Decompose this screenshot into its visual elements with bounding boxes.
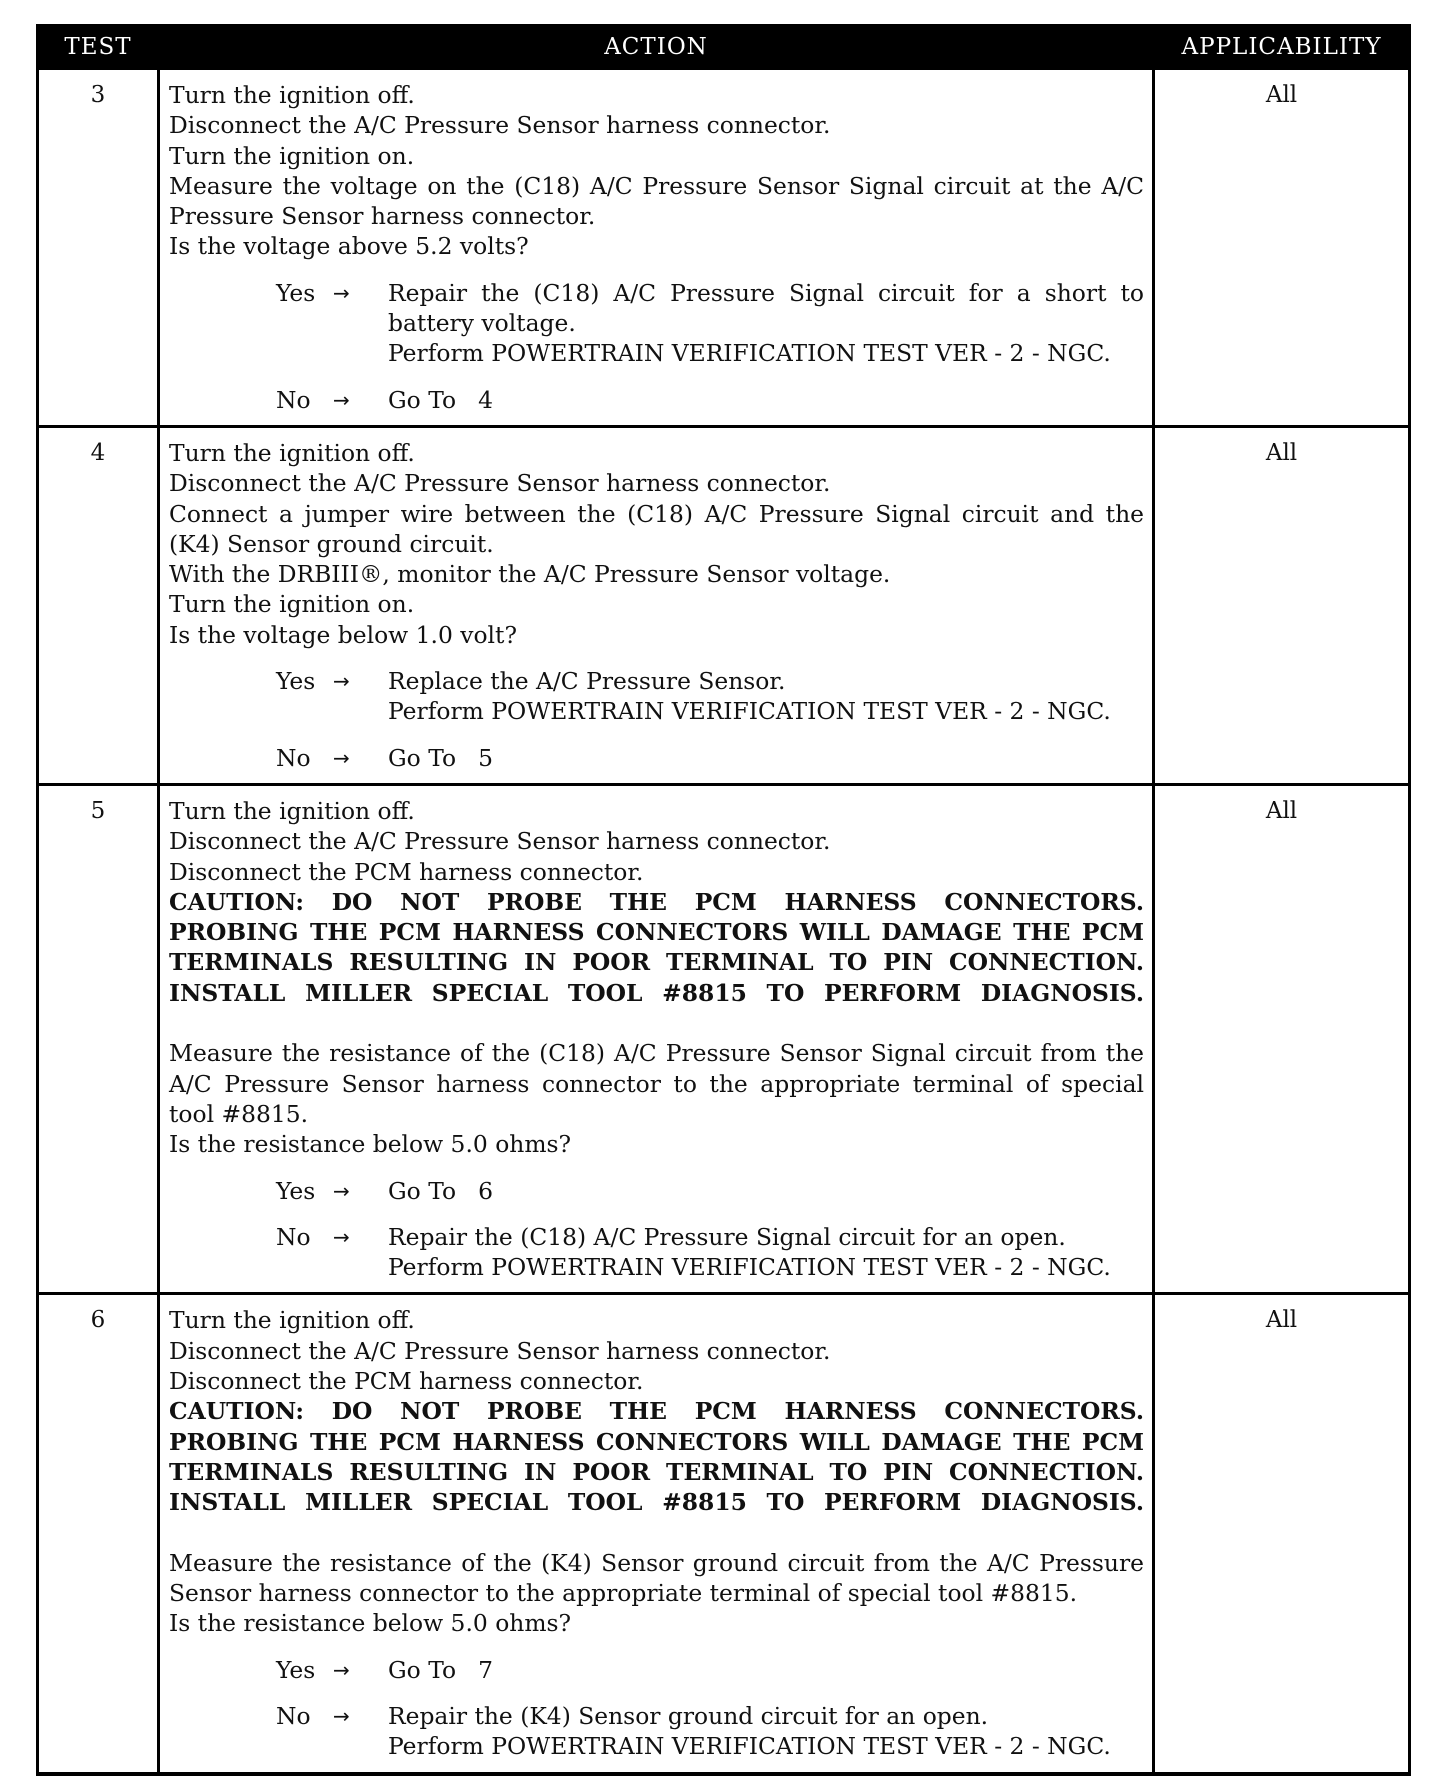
header-applicability: APPLICABILITY <box>1154 26 1410 69</box>
outcome-line: Repair the (C18) A/C Pressure Signal circuit for an open. <box>388 1222 1066 1251</box>
step-text: Turn the ignition off. <box>169 796 415 825</box>
outcome-line: Repair the (C18) A/C Pressure Signal circuit for a short to battery voltage. <box>388 278 1144 338</box>
step-text: With the DRBIII®, monitor the A/C Pressure Sensor voltage. <box>169 560 891 589</box>
outcome-text <box>388 1701 1144 1762</box>
no-label: No <box>276 1222 311 1251</box>
no-outcome <box>276 385 1144 415</box>
action-cell <box>159 426 1154 784</box>
right-arrow-icon: → <box>333 669 350 694</box>
applicability-cell: All <box>1154 69 1410 427</box>
applicability-cell: All <box>1154 426 1410 784</box>
answer-block <box>169 278 1144 415</box>
right-arrow-icon: → <box>333 1224 350 1249</box>
caution-warning: CAUTION: DO NOT PROBE THE PCM HARNESS CONNECTORS. PROBING THE PCM HARNESS CONNECTORS WILL DAMAGE THE PCM TERMINALS RESULTING IN POOR TERMINAL TO PIN CONNECTION. INSTALL MILLER SPECIAL TOOL #8815 TO PERFORM DIAGNOSIS. <box>169 887 1144 1007</box>
goto-text <box>388 1176 1144 1206</box>
yes-label: Yes <box>276 667 316 696</box>
outcome-text <box>388 666 1144 727</box>
question-text: Is the voltage below 1.0 volt? <box>169 620 517 649</box>
applicability-cell: All <box>1154 1294 1410 1774</box>
goto-test-number: 4 <box>478 385 493 414</box>
goto-text <box>388 385 1144 415</box>
diagnostic-test-sheet <box>36 24 1408 1776</box>
right-arrow-icon: → <box>333 1657 350 1682</box>
table-row <box>38 1294 1410 1774</box>
header-action: ACTION <box>159 26 1154 69</box>
table-row <box>38 426 1410 784</box>
no-label: No <box>276 385 311 414</box>
yes-outcome <box>276 278 1144 369</box>
no-outcome <box>276 1701 1144 1762</box>
step-text: Turn the ignition on. <box>169 141 415 170</box>
yes-label: Yes <box>276 1655 316 1684</box>
test-number: 6 <box>38 1294 159 1774</box>
right-arrow-icon: → <box>333 745 350 770</box>
no-label: No <box>276 1701 311 1730</box>
yes-outcome <box>276 1176 1144 1206</box>
step-text: Measure the resistance of the (K4) Sensor ground circuit from the A/C Pressure Sensor harness connector to the appropriate terminal of special tool #8815. <box>169 1548 1144 1608</box>
right-arrow-icon: → <box>333 280 350 305</box>
outcome-line: Repair the (K4) Sensor ground circuit for an open. <box>388 1701 989 1730</box>
question-text: Is the voltage above 5.2 volts? <box>169 232 529 261</box>
test-number: 4 <box>38 426 159 784</box>
step-text: Disconnect the A/C Pressure Sensor harness connector. <box>169 1336 831 1365</box>
goto-text <box>388 743 1144 773</box>
step-text: Turn the ignition off. <box>169 81 415 109</box>
step-text: Disconnect the A/C Pressure Sensor harness connector. <box>169 827 831 856</box>
outcome-line: Perform POWERTRAIN VERIFICATION TEST VER - 2 - NGC. <box>388 697 1111 726</box>
outcome-line: Replace the A/C Pressure Sensor. <box>388 667 786 696</box>
right-arrow-icon: → <box>333 387 350 412</box>
right-arrow-icon: → <box>333 1703 350 1728</box>
goto-text <box>388 1655 1144 1685</box>
answer-block <box>169 1655 1144 1762</box>
step-text: Connect a jumper wire between the (C18) A/C Pressure Signal circuit and the (K4) Sensor ground circuit. <box>169 499 1144 558</box>
outcome-line: Perform POWERTRAIN VERIFICATION TEST VER - 2 - NGC. <box>388 339 1111 368</box>
goto-test-number: 7 <box>478 1655 493 1684</box>
step-text: Turn the ignition on. <box>169 590 415 619</box>
step-text: Measure the resistance of the (C18) A/C Pressure Sensor Signal circuit from the A/C Pressure Sensor harness connector to the appropriate terminal of special tool #8815. <box>169 1039 1144 1128</box>
answer-block <box>169 666 1144 773</box>
yes-outcome <box>276 666 1144 727</box>
table-header-row <box>38 26 1410 69</box>
goto-label: Go To <box>388 1176 457 1205</box>
goto-label: Go To <box>388 743 457 772</box>
test-number: 5 <box>38 784 159 1293</box>
header-test: TEST <box>38 26 159 69</box>
table-row <box>38 69 1410 427</box>
yes-label: Yes <box>276 278 316 307</box>
action-cell <box>159 69 1154 427</box>
goto-test-number: 6 <box>478 1176 493 1205</box>
step-text: Disconnect the PCM harness connector. <box>169 857 644 886</box>
goto-label: Go To <box>388 385 457 414</box>
step-text: Turn the ignition off. <box>169 1306 415 1335</box>
table-row <box>38 784 1410 1293</box>
no-outcome <box>276 1222 1144 1283</box>
caution-warning: CAUTION: DO NOT PROBE THE PCM HARNESS CONNECTORS. PROBING THE PCM HARNESS CONNECTORS WILL DAMAGE THE PCM TERMINALS RESULTING IN POOR TERMINAL TO PIN CONNECTION. INSTALL MILLER SPECIAL TOOL #8815 TO PERFORM DIAGNOSIS. <box>169 1397 1144 1517</box>
action-cell <box>159 784 1154 1293</box>
outcome-text <box>388 278 1144 369</box>
applicability-cell: All <box>1154 784 1410 1293</box>
no-label: No <box>276 743 311 772</box>
no-outcome <box>276 743 1144 773</box>
outcome-line: Perform POWERTRAIN VERIFICATION TEST VER - 2 - NGC. <box>388 1732 1111 1761</box>
action-cell <box>159 1294 1154 1774</box>
answer-block <box>169 1176 1144 1283</box>
step-text: Turn the ignition off. <box>169 438 415 467</box>
step-text: Measure the voltage on the (C18) A/C Pressure Sensor Signal circuit at the A/C Pressure Sensor harness connector. <box>169 171 1144 231</box>
diagnostic-table <box>36 24 1411 1776</box>
yes-label: Yes <box>276 1176 316 1205</box>
yes-outcome <box>276 1655 1144 1685</box>
question-text: Is the resistance below 5.0 ohms? <box>169 1130 572 1159</box>
test-number: 3 <box>38 69 159 427</box>
goto-test-number: 5 <box>478 743 493 772</box>
step-text: Disconnect the A/C Pressure Sensor harness connector. <box>169 469 831 498</box>
right-arrow-icon: → <box>333 1178 350 1203</box>
question-text: Is the resistance below 5.0 ohms? <box>169 1609 572 1638</box>
step-text: Disconnect the A/C Pressure Sensor harness connector. <box>169 111 831 140</box>
goto-label: Go To <box>388 1655 457 1684</box>
step-text: Disconnect the PCM harness connector. <box>169 1366 644 1395</box>
outcome-text <box>388 1222 1144 1283</box>
outcome-line: Perform POWERTRAIN VERIFICATION TEST VER - 2 - NGC. <box>388 1253 1111 1282</box>
